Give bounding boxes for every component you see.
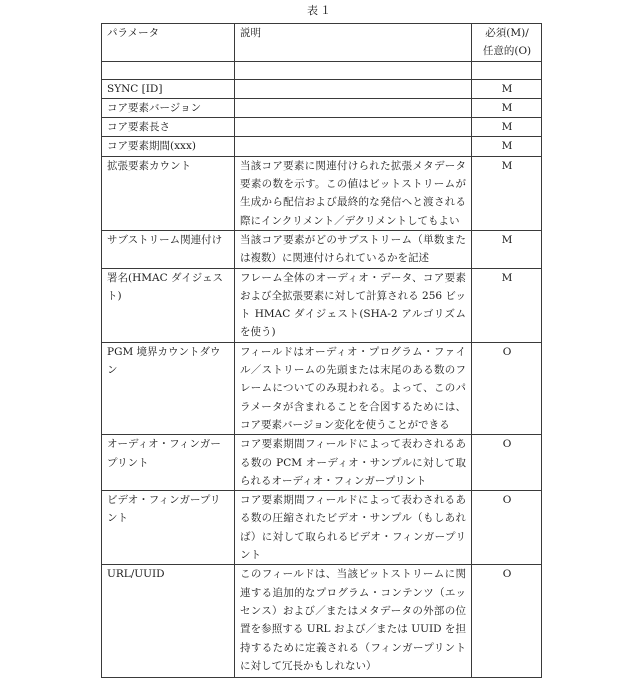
requirement-cell: M (472, 268, 542, 342)
parameter-cell: URL/UUID (102, 565, 235, 678)
parameter-table (101, 23, 542, 678)
empty-row (102, 61, 542, 79)
table-row (102, 156, 542, 230)
table-row (102, 98, 542, 117)
table-row (102, 435, 542, 491)
requirement-cell: M (472, 118, 542, 137)
requirement-cell: O (472, 565, 542, 678)
requirement-cell: O (472, 342, 542, 434)
parameter-cell: コア要素期間(xxx) (102, 137, 235, 156)
table-header-row (102, 24, 542, 62)
parameter-cell: PGM 境界カウントダウン (102, 342, 235, 434)
parameter-cell: SYNC [ID] (102, 79, 235, 98)
description-cell: 当該コア要素がどのサブストリーム（単数または複数）に関連付けられているかを記述 (235, 230, 472, 268)
table-row (102, 565, 542, 678)
description-cell: このフィールドは、当該ビットストリームに関連する追加的なプログラム・コンテンツ（エッセンス）および／またはメタデータの外部の位置を参照する URL および／または UUID を担持するために定義される（フィンガープリントに対して冗長かもしれない） (235, 565, 472, 678)
requirement-cell: M (472, 98, 542, 117)
table-row (102, 79, 542, 98)
header-requirement-line1: 必須(M)/ (477, 24, 537, 42)
table-row (102, 137, 542, 156)
requirement-cell: O (472, 435, 542, 491)
table-row (102, 118, 542, 137)
table-row (102, 230, 542, 268)
empty-cell (102, 61, 235, 79)
header-description: 説明 (235, 24, 472, 62)
table-row (102, 342, 542, 434)
description-cell: フィールドはオーディオ・プログラム・ファイル／ストリームの先頭または末尾のある数のフレームについてのみ現われる。よって、このパラメータが含まれることを合図するためには、コア要素バージョン変化を使うことができる (235, 342, 472, 434)
requirement-cell: M (472, 230, 542, 268)
parameter-cell: サブストリーム関連付け (102, 230, 235, 268)
parameter-cell: オーディオ・フィンガープリント (102, 435, 235, 491)
parameter-cell: コア要素長さ (102, 118, 235, 137)
header-requirement (472, 24, 542, 62)
description-cell: フレーム全体のオーディオ・データ、コア要素および全拡張要素に対して計算される 256 ビット HMAC ダイジェスト(SHA-2 アルゴリズムを使う) (235, 268, 472, 342)
parameter-cell: 拡張要素カウント (102, 156, 235, 230)
parameter-cell: コア要素バージョン (102, 98, 235, 117)
description-cell (235, 98, 472, 117)
table-title: 表１ (0, 4, 640, 18)
header-parameter: パラメータ (102, 24, 235, 62)
table-row (102, 268, 542, 342)
requirement-cell: M (472, 137, 542, 156)
description-cell: コア要素期間フィールドによって表わされるある数の圧縮されたビデオ・サンプル（もしあれば）に対して取られるビデオ・フィンガープリント (235, 491, 472, 565)
requirement-cell: M (472, 156, 542, 230)
requirement-cell: M (472, 79, 542, 98)
requirement-cell: O (472, 491, 542, 565)
empty-cell (472, 61, 542, 79)
description-cell: 当該コア要素に関連付けられた拡張メタデータ要素の数を示す。この値はビットストリームが生成から配信および最終的な発信へと渡される際にインクリメント／デクリメントしてもよい (235, 156, 472, 230)
table-row (102, 491, 542, 565)
description-cell (235, 118, 472, 137)
description-cell (235, 79, 472, 98)
description-cell (235, 137, 472, 156)
header-requirement-line2: 任意的(O) (477, 42, 537, 60)
parameter-cell: ビデオ・フィンガープリント (102, 491, 235, 565)
empty-cell (235, 61, 472, 79)
parameter-cell: 署名(HMAC ダイジェスト) (102, 268, 235, 342)
description-cell: コア要素期間フィールドによって表わされるある数の PCM オーディオ・サンプルに対して取られるオーディオ・フィンガープリント (235, 435, 472, 491)
